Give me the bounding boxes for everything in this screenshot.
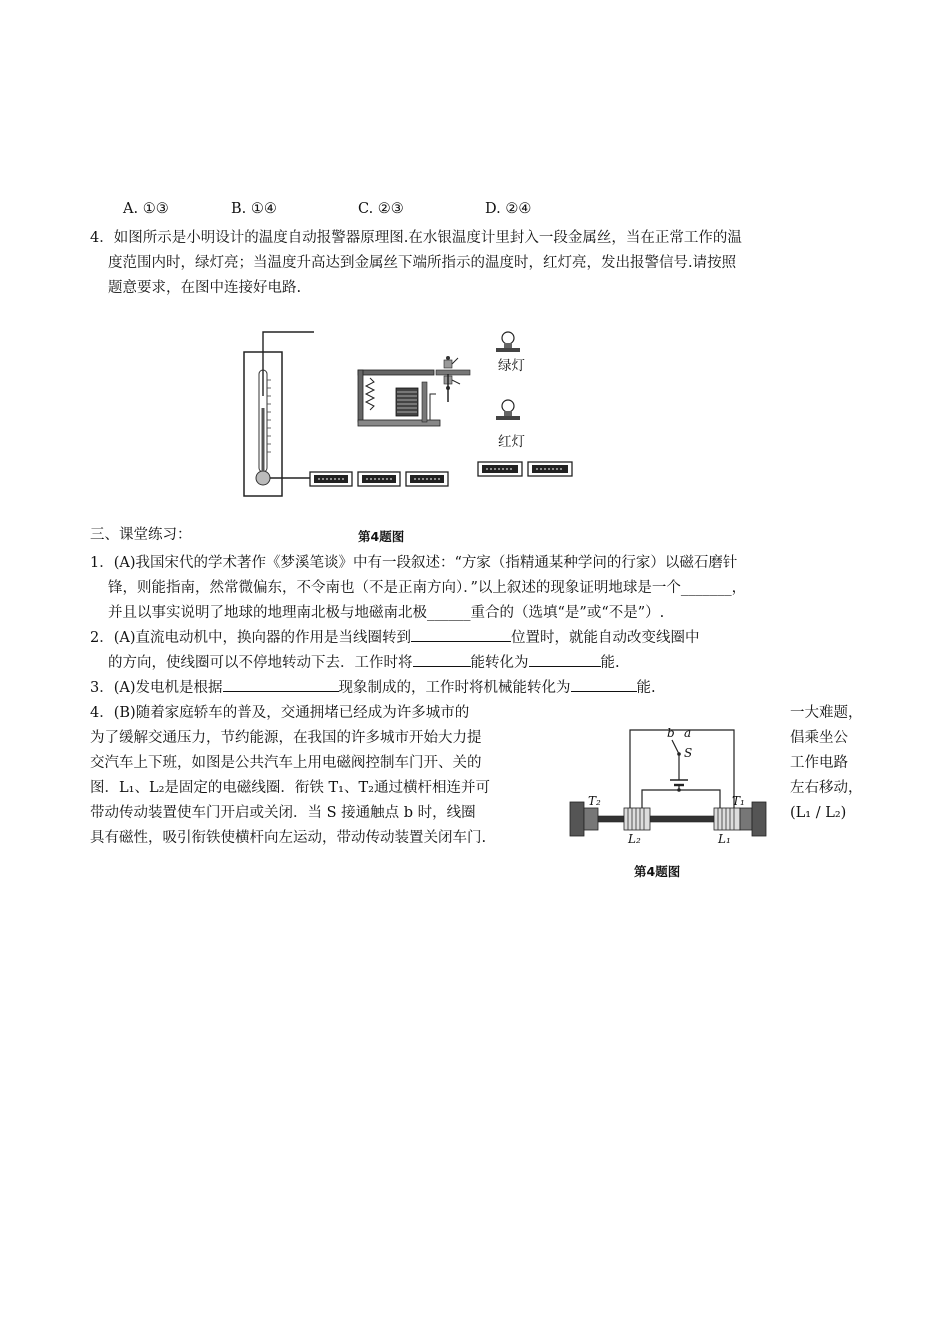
- practice-4-line-6-left: 具有磁性，吸引衔铁使横杆向左运动，带动传动装置关闭车门.: [90, 830, 487, 846]
- figure-2-caption: 第4题图: [634, 864, 681, 879]
- practice-2-text-a: 2．(A)直流电动机中，换向器的作用是当线圈转到: [90, 630, 412, 646]
- choice-a: A. ①③: [123, 201, 169, 217]
- practice-4-line-3-left: 交汽车上下班，如图是公共汽车上用电磁阀控制车门开、关的: [90, 755, 482, 771]
- practice-2-text-b: 位置时，就能自动改变线圈中: [511, 630, 700, 646]
- label-s: S: [684, 746, 693, 760]
- practice-1-line-1: 1．(A)我国宋代的学术著作《梦溪笔谈》中有一段叙述：“方家（指精通某种学问的行家）以磁石磨针: [90, 555, 738, 571]
- alarm-circuit-figure: [240, 318, 580, 500]
- label-a: a: [684, 726, 692, 740]
- figure-1-caption: 第4题图: [358, 529, 405, 544]
- practice-1-line-2: 锋，则能指南，然常微偏东，不令南也（不是正南方向）．”以上叙述的现象证明地球是一个_______，: [108, 580, 747, 596]
- practice-2-line-1: [90, 627, 700, 649]
- practice-3-blank-2[interactable]: [571, 677, 637, 692]
- bus-door-circuit-figure: [566, 724, 776, 852]
- green-lamp: [496, 332, 520, 352]
- label-b: b: [667, 726, 675, 740]
- practice-4-line-4-right: 左右移动，: [790, 780, 863, 796]
- bus-door-circuit-drawing: [566, 724, 776, 852]
- choice-d: D. ②④: [485, 201, 532, 217]
- switch-s: [672, 740, 679, 754]
- label-l1: L₁: [718, 832, 731, 846]
- practice-2-text-c: 的方向，使线圈可以不停地转动下去．工作时将: [108, 655, 413, 671]
- practice-4-line-1-right: 一大难题，: [790, 705, 863, 721]
- choice-c: C. ②③: [358, 201, 404, 217]
- practice-2-blank-1[interactable]: [411, 627, 511, 642]
- practice-2-blank-3[interactable]: [529, 652, 601, 667]
- relay: [358, 356, 470, 426]
- red-lamp: [496, 400, 520, 420]
- choice-b: B. ①④: [231, 201, 277, 217]
- practice-4-line-4-left: 图．L₁、L₂是固定的电磁线圈．衔铁 T₁、T₂通过横杆相连并可: [90, 780, 490, 796]
- green-lamp-label: 绿灯: [498, 358, 525, 374]
- relay-spring: [366, 378, 374, 410]
- practice-3-text-b: 现象制成的，工作时将机械能转化为: [338, 680, 571, 696]
- practice-4-line-2-left: 为了缓解交通压力，节约能源，在我国的许多城市开始大力提: [90, 730, 482, 746]
- practice-2-line-2: [108, 652, 620, 674]
- practice-2-text-d: 能转化为: [470, 655, 529, 671]
- practice-3-blank-1[interactable]: [223, 677, 339, 692]
- practice-3-line: [90, 677, 656, 699]
- alarm-circuit-drawing: [240, 318, 580, 500]
- q4-line-3: 题意要求，在图中连接好电路.: [108, 280, 302, 296]
- red-lamp-label: 红灯: [498, 434, 525, 450]
- practice-3-text-a: 3．(A)发电机是根据: [90, 680, 223, 696]
- label-l2: L₂: [628, 832, 641, 846]
- practice-3-text-c: 能.: [636, 680, 656, 696]
- practice-4-line-5-right: (L₁ / L₂): [790, 805, 847, 821]
- battery-group-left: [310, 472, 448, 486]
- armature-t2: [584, 808, 598, 830]
- q4-line-2: 度范围内时，绿灯亮；当温度升高达到金属丝下端所指示的温度时，红灯亮，发出报警信号.请按照: [108, 255, 737, 271]
- section-3-heading: 三、课堂练习：: [90, 527, 192, 543]
- practice-2-blank-2[interactable]: [413, 652, 471, 667]
- armature-t1: [740, 808, 752, 830]
- practice-4-line-5-left: 带动传动装置使车门开启或关闭．当 S 接通触点 b 时，线圈: [90, 805, 476, 821]
- practice-4-line-3-right: 工作电路: [790, 755, 848, 771]
- practice-2-text-e: 能.: [600, 655, 620, 671]
- label-t1: T₁: [732, 794, 745, 808]
- practice-1-line-3: 并且以事实说明了地球的地理南北极与地磁南北极______重合的（选填“是”或“不是”）.: [108, 605, 665, 621]
- practice-4-line-2-right: 倡乘坐公: [790, 730, 848, 746]
- label-t2: T₂: [588, 794, 601, 808]
- thermometer-bulb: [256, 471, 270, 485]
- practice-4-line-1-left: 4．(B)随着家庭轿车的普及，交通拥堵已经成为许多城市的: [90, 705, 470, 721]
- battery-group-right: [478, 462, 572, 476]
- q4-line-1: 4．如图所示是小明设计的温度自动报警器原理图.在水银温度计里封入一段金属丝，当在正常工作的温: [90, 230, 742, 246]
